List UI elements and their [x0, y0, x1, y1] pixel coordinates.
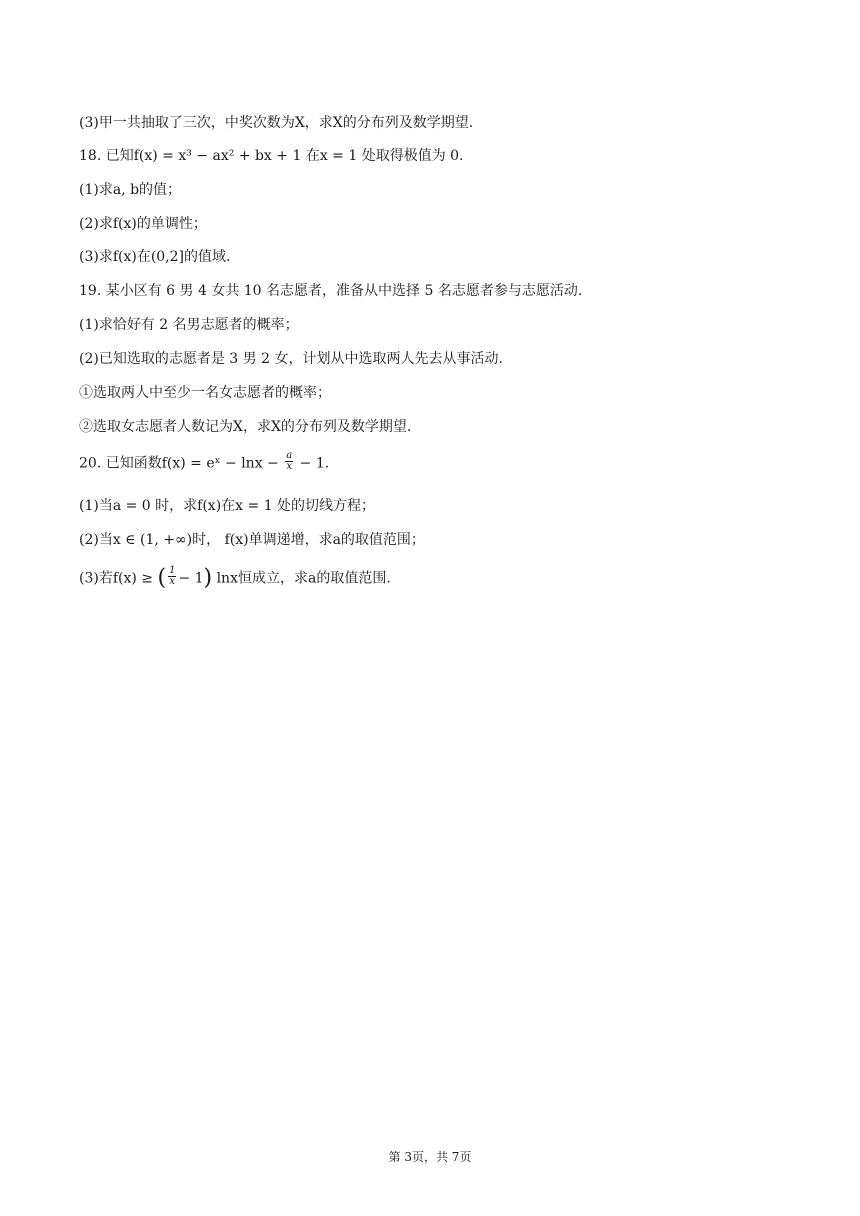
q19-part1: (1)求恰好有 2 名男志愿者的概率；: [79, 317, 299, 333]
q18-stem: 18. 已知f(x) = x³ − ax² + bx + 1 在x = 1 处取得极值为 0.: [79, 148, 464, 164]
q20-part3-prefix: (3)若f(x) ≥: [79, 570, 154, 587]
q20-part3: [79, 565, 391, 591]
left-paren: (: [157, 565, 167, 591]
q19-part2-sub1: ①选取两人中至少一名女志愿者的概率；: [79, 385, 331, 401]
page-footer: 第 3页，共 7页: [388, 1150, 472, 1164]
q18-part2: (2)求f(x)的单调性；: [79, 216, 207, 232]
q20-stem: [79, 450, 330, 474]
right-paren: ): [203, 565, 213, 591]
q20-part3-inner: − 1: [178, 570, 204, 587]
q17-part3: (3)甲一共抽取了三次，中奖次数为X，求X的分布列及数学期望.: [79, 115, 474, 131]
q20-fraction-numerator: a: [286, 450, 293, 461]
q20-fraction-denominator: x: [286, 461, 293, 472]
q20-part3-fraction-denominator: x: [169, 576, 176, 587]
q19-part2: (2)已知选取的志愿者是 3 男 2 女，计划从中选取两人先去从事活动.: [79, 351, 503, 367]
q19-stem: 19. 某小区有 6 男 4 女共 10 名志愿者，准备从中选择 5 名志愿者参与志愿活动.: [79, 283, 583, 299]
q19-part2-sub2: ②选取女志愿者人数记为X，求X的分布列及数学期望.: [79, 419, 412, 435]
q18-part3: (3)求f(x)在(0,2]的值域.: [79, 249, 231, 265]
q20-fraction: [285, 451, 293, 472]
q20-part1: (1)当a = 0 时，求f(x)在x = 1 处的切线方程；: [79, 498, 376, 514]
q20-part2: (2)当x ∈ (1, +∞)时， f(x)单调递增，求a的取值范围；: [79, 532, 425, 548]
q20-stem-suffix: − 1.: [299, 455, 330, 472]
q20-part3-suffix: lnx恒成立，求a的取值范围.: [216, 570, 391, 587]
q18-part1: (1)求a, b的值；: [79, 182, 182, 198]
q20-part3-fraction: [168, 566, 176, 587]
q20-stem-prefix: 20. 已知函数f(x) = eˣ − lnx −: [79, 455, 279, 472]
q20-part3-fraction-numerator: 1: [169, 565, 176, 576]
